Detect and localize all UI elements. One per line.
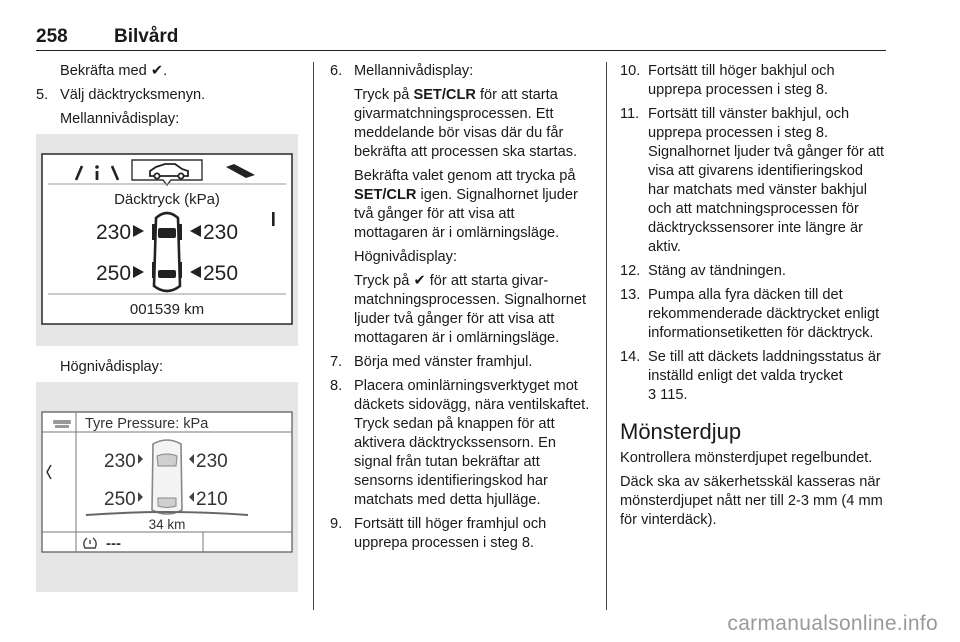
tire-front-right-value: 230 (203, 221, 239, 244)
list-item-step-6: 6. Mellannivådisplay: (330, 63, 474, 79)
mid-level-label: Mellannivådisplay: (60, 111, 180, 127)
scrollbar-indicator (272, 212, 275, 226)
column-divider-2 (606, 62, 607, 610)
high-level-display-illustration (36, 382, 298, 592)
mid-level-display-illustration (36, 134, 298, 346)
tire-front-left-value: 230 (104, 451, 136, 472)
tire-rear-left-value: 250 (104, 489, 136, 510)
tire-rear-right-value: 210 (196, 489, 228, 510)
column-2 (330, 62, 592, 558)
car-top-view-icon (152, 440, 182, 514)
list-item-step-14: 14. Se till att däckets laddningsstatus är inställd enligt det valda trycket 3 115. (620, 349, 881, 403)
column-3 (620, 62, 888, 535)
high-level-label: Högnivådisplay: (60, 359, 164, 375)
column-1 (36, 62, 298, 604)
tire-front-right-value: 230 (196, 451, 228, 472)
tread-paragraph-1: Kontrollera mönsterdjupet regelbundet. (620, 450, 873, 466)
section-heading: Mönsterdjup (620, 419, 742, 444)
tire-rear-left-value: 250 (96, 262, 132, 285)
odometer-value: 34 km (148, 517, 186, 532)
high-level-display-figure (36, 382, 298, 592)
bottom-status-value: --- (106, 535, 121, 552)
step6-paragraph-3: Högnivådisplay: (354, 249, 458, 265)
list-item-step-13: 13. Pumpa alla fyra däcken till det rekommenderade däcktrycket enligt informationsetiketten för däcktryck. (620, 287, 880, 341)
checkmark-icon: ✔ (413, 273, 426, 289)
chapter-title: Bilvård (114, 26, 179, 47)
tire-rear-right-value: 250 (203, 262, 239, 285)
page-reference-icon[interactable]: 3 (648, 387, 657, 403)
step6-paragraph-1: Tryck på SET/CLR för att starta givarmatchningsprocessen. Ett meddelande bör visas där du får bekräfta att processen ska startas. (354, 87, 578, 160)
tire-front-left-value: 230 (96, 221, 132, 244)
list-item-step-10: 10. Fortsätt till höger bakhjul och upprepa processen i steg 8. (620, 63, 835, 98)
car-top-view-icon (152, 213, 182, 291)
info-icon (95, 165, 99, 180)
step6-paragraph-2: Bekräfta valet genom att trycka på SET/CLR igen. Signalhornet ljuder två gånger för att visa att mottagaren är i omlärningsläge. (354, 168, 578, 241)
display-title: Däcktryck (kPa) (114, 191, 220, 208)
list-item-step-9: 9. Fortsätt till höger framhjul och upprepa processen i steg 8. (330, 516, 547, 551)
watermark: carmanualsonline.info (727, 612, 938, 635)
list-item-step-7: 7. Börja med vänster framhjul. (330, 354, 533, 370)
list-item-step-8: 8. Placera ominlärningsverktyget mot däckets sidovägg, nära ventilskaftet. Tryck sedan på knappen för att aktivera däcktryckssensorn. En signal från tutan bekräftar att sensorns identifieringskod har matchats med detta hjulläge. (330, 378, 590, 508)
odometer-value: 001539 km (129, 301, 205, 318)
checkmark-icon: ✔ (150, 63, 164, 79)
seat-icon (53, 420, 71, 428)
confirm-line: Bekräfta med ✔. (60, 63, 168, 79)
page-number: 258 (36, 26, 68, 47)
page-header (36, 24, 886, 51)
list-item-step-5: 5. Välj däcktrycksmenyn. (36, 87, 206, 103)
tread-paragraph-2: Däck ska av säkerhetsskäl kasseras när mönsterdjupet nått ner till 2-3 mm (4 mm för vinterdäck). (620, 474, 883, 528)
display-title: Tyre Pressure: kPa (85, 416, 209, 432)
list-item-step-11: 11. Fortsätt till vänster bakhjul, och upprepa processen i steg 8. Signalhornet ljuder två gånger för att visa att givarens identifieringskod har matchats med vänster bakhjul och att matchningsprocessen för däcktryckssensorer inte längre är aktiv. (620, 106, 885, 255)
step6-paragraph-4: Tryck på ✔ för att starta givarmatchningsprocessen. Signalhornet ljuder två gånger för att visa att mottagaren är i omlärningsläge. (354, 273, 587, 346)
list-item-step-12: 12. Stäng av tändningen. (620, 263, 786, 279)
mid-level-display-figure (36, 134, 298, 346)
page-reference-link[interactable]: 115. (656, 387, 688, 403)
column-divider-1 (313, 62, 314, 610)
